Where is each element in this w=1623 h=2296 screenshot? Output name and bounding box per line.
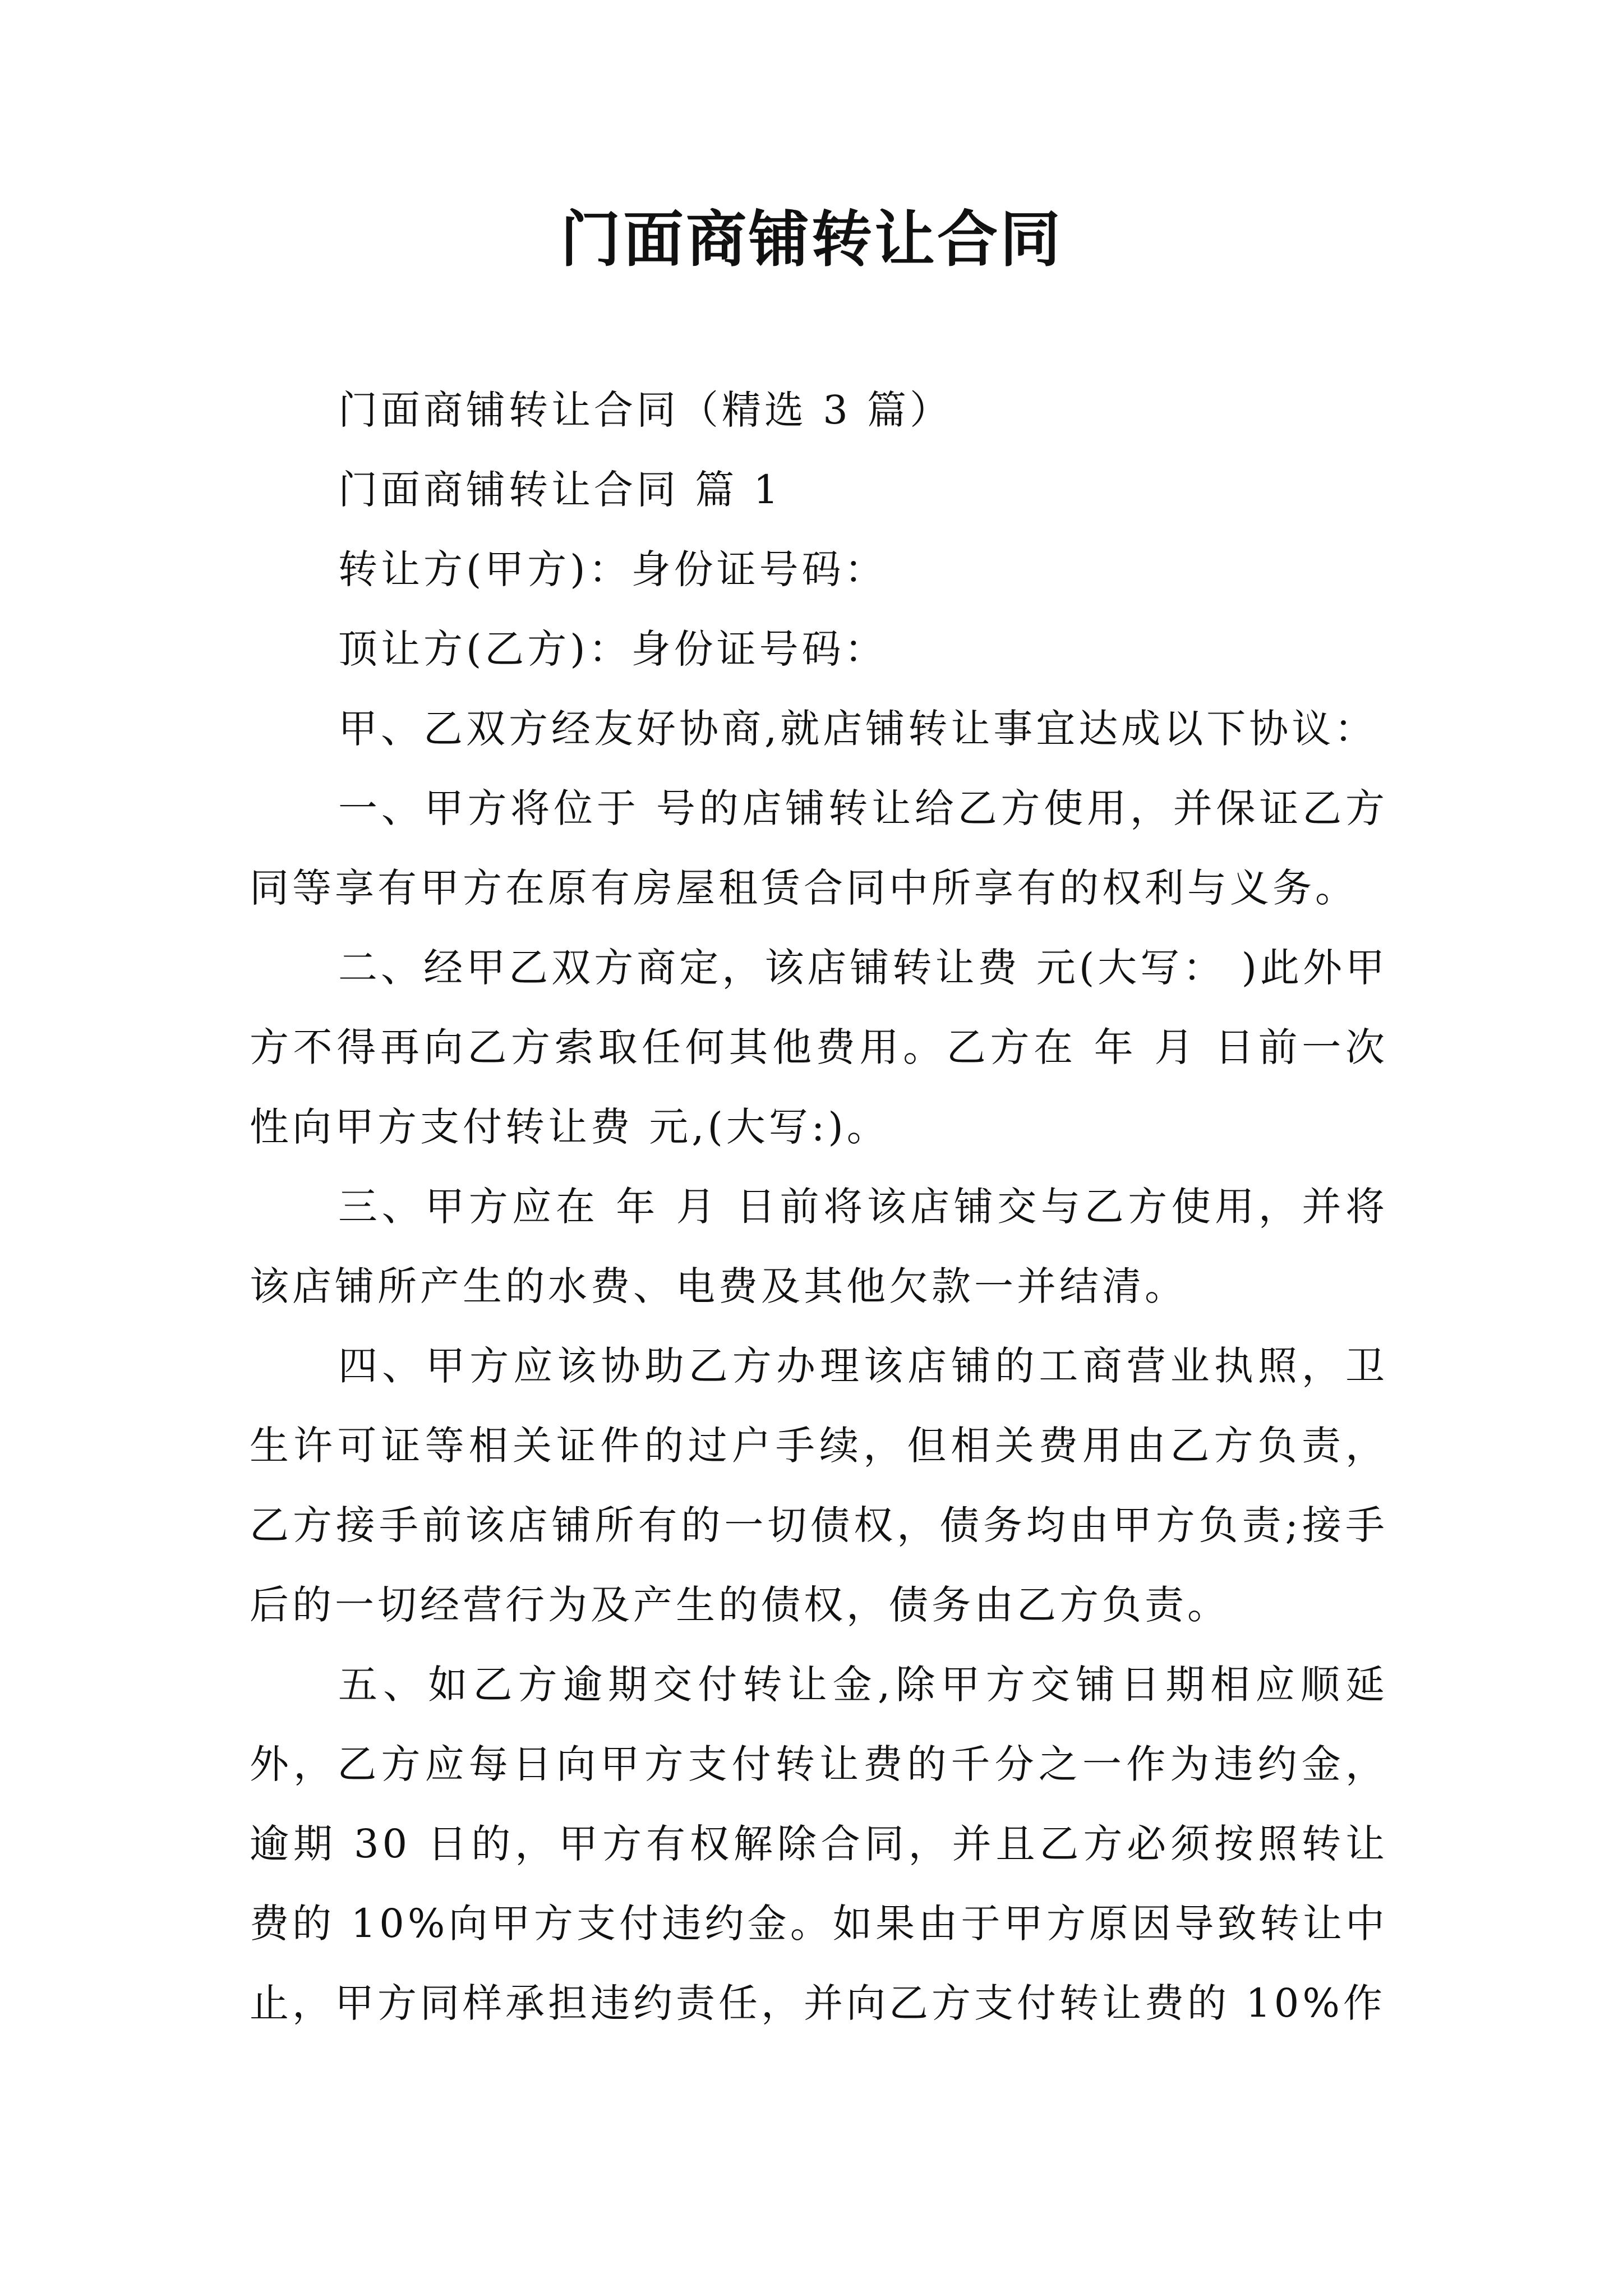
clause-1: 一、甲方将位于 号的店铺转让给乙方使用，并保证乙方同等享有甲方在原有房屋租赁合同中所享有的权利与义务。: [250, 785, 1388, 911]
preamble-line: 甲、乙双方经友好协商,就店铺转让事宜达成以下协议：: [338, 706, 1377, 752]
document-subtitle: 门面商铺转让合同（精选 3 篇）: [338, 387, 953, 433]
clause-2: 二、经甲乙双方商定，该店铺转让费 元(大写： )此外甲方不得再向乙方索取任何其他费用。乙方在 年 月 日前一次性向甲方支付转让费 元,(大写:)。: [250, 945, 1388, 1150]
party-b-line: 顶让方(乙方)：身份证号码：: [338, 626, 887, 672]
party-a-line: 转让方(甲方)：身份证号码：: [338, 546, 887, 592]
document-body: [250, 370, 1388, 2043]
clause-4: 四、甲方应该协助乙方办理该店铺的工商营业执照，卫生许可证等相关证件的过户手续，但相关费用由乙方负责，乙方接手前该店铺所有的一切债权，债务均由甲方负责;接手后的一切经营行为及产生的债权，债务由乙方负责。: [250, 1343, 1388, 1628]
section-heading: 门面商铺转让合同 篇 1: [338, 467, 782, 513]
clause-5: 五、如乙方逾期交付转让金,除甲方交铺日期相应顺延外，乙方应每日向甲方支付转让费的千分之一作为违约金，逾期 30 日的，甲方有权解除合同，并且乙方必须按照转让费的 10%向甲方支付违约金。如果由于甲方原因导致转让中止，甲方同样承担违约责任，并向乙方支付转让费的 10%作: [250, 1662, 1388, 2026]
clause-3: 三、甲方应在 年 月 日前将该店铺交与乙方使用，并将该店铺所产生的水费、电费及其他欠款一并结清。: [250, 1184, 1388, 1309]
document-title: 门面商铺转让合同: [560, 205, 1063, 275]
